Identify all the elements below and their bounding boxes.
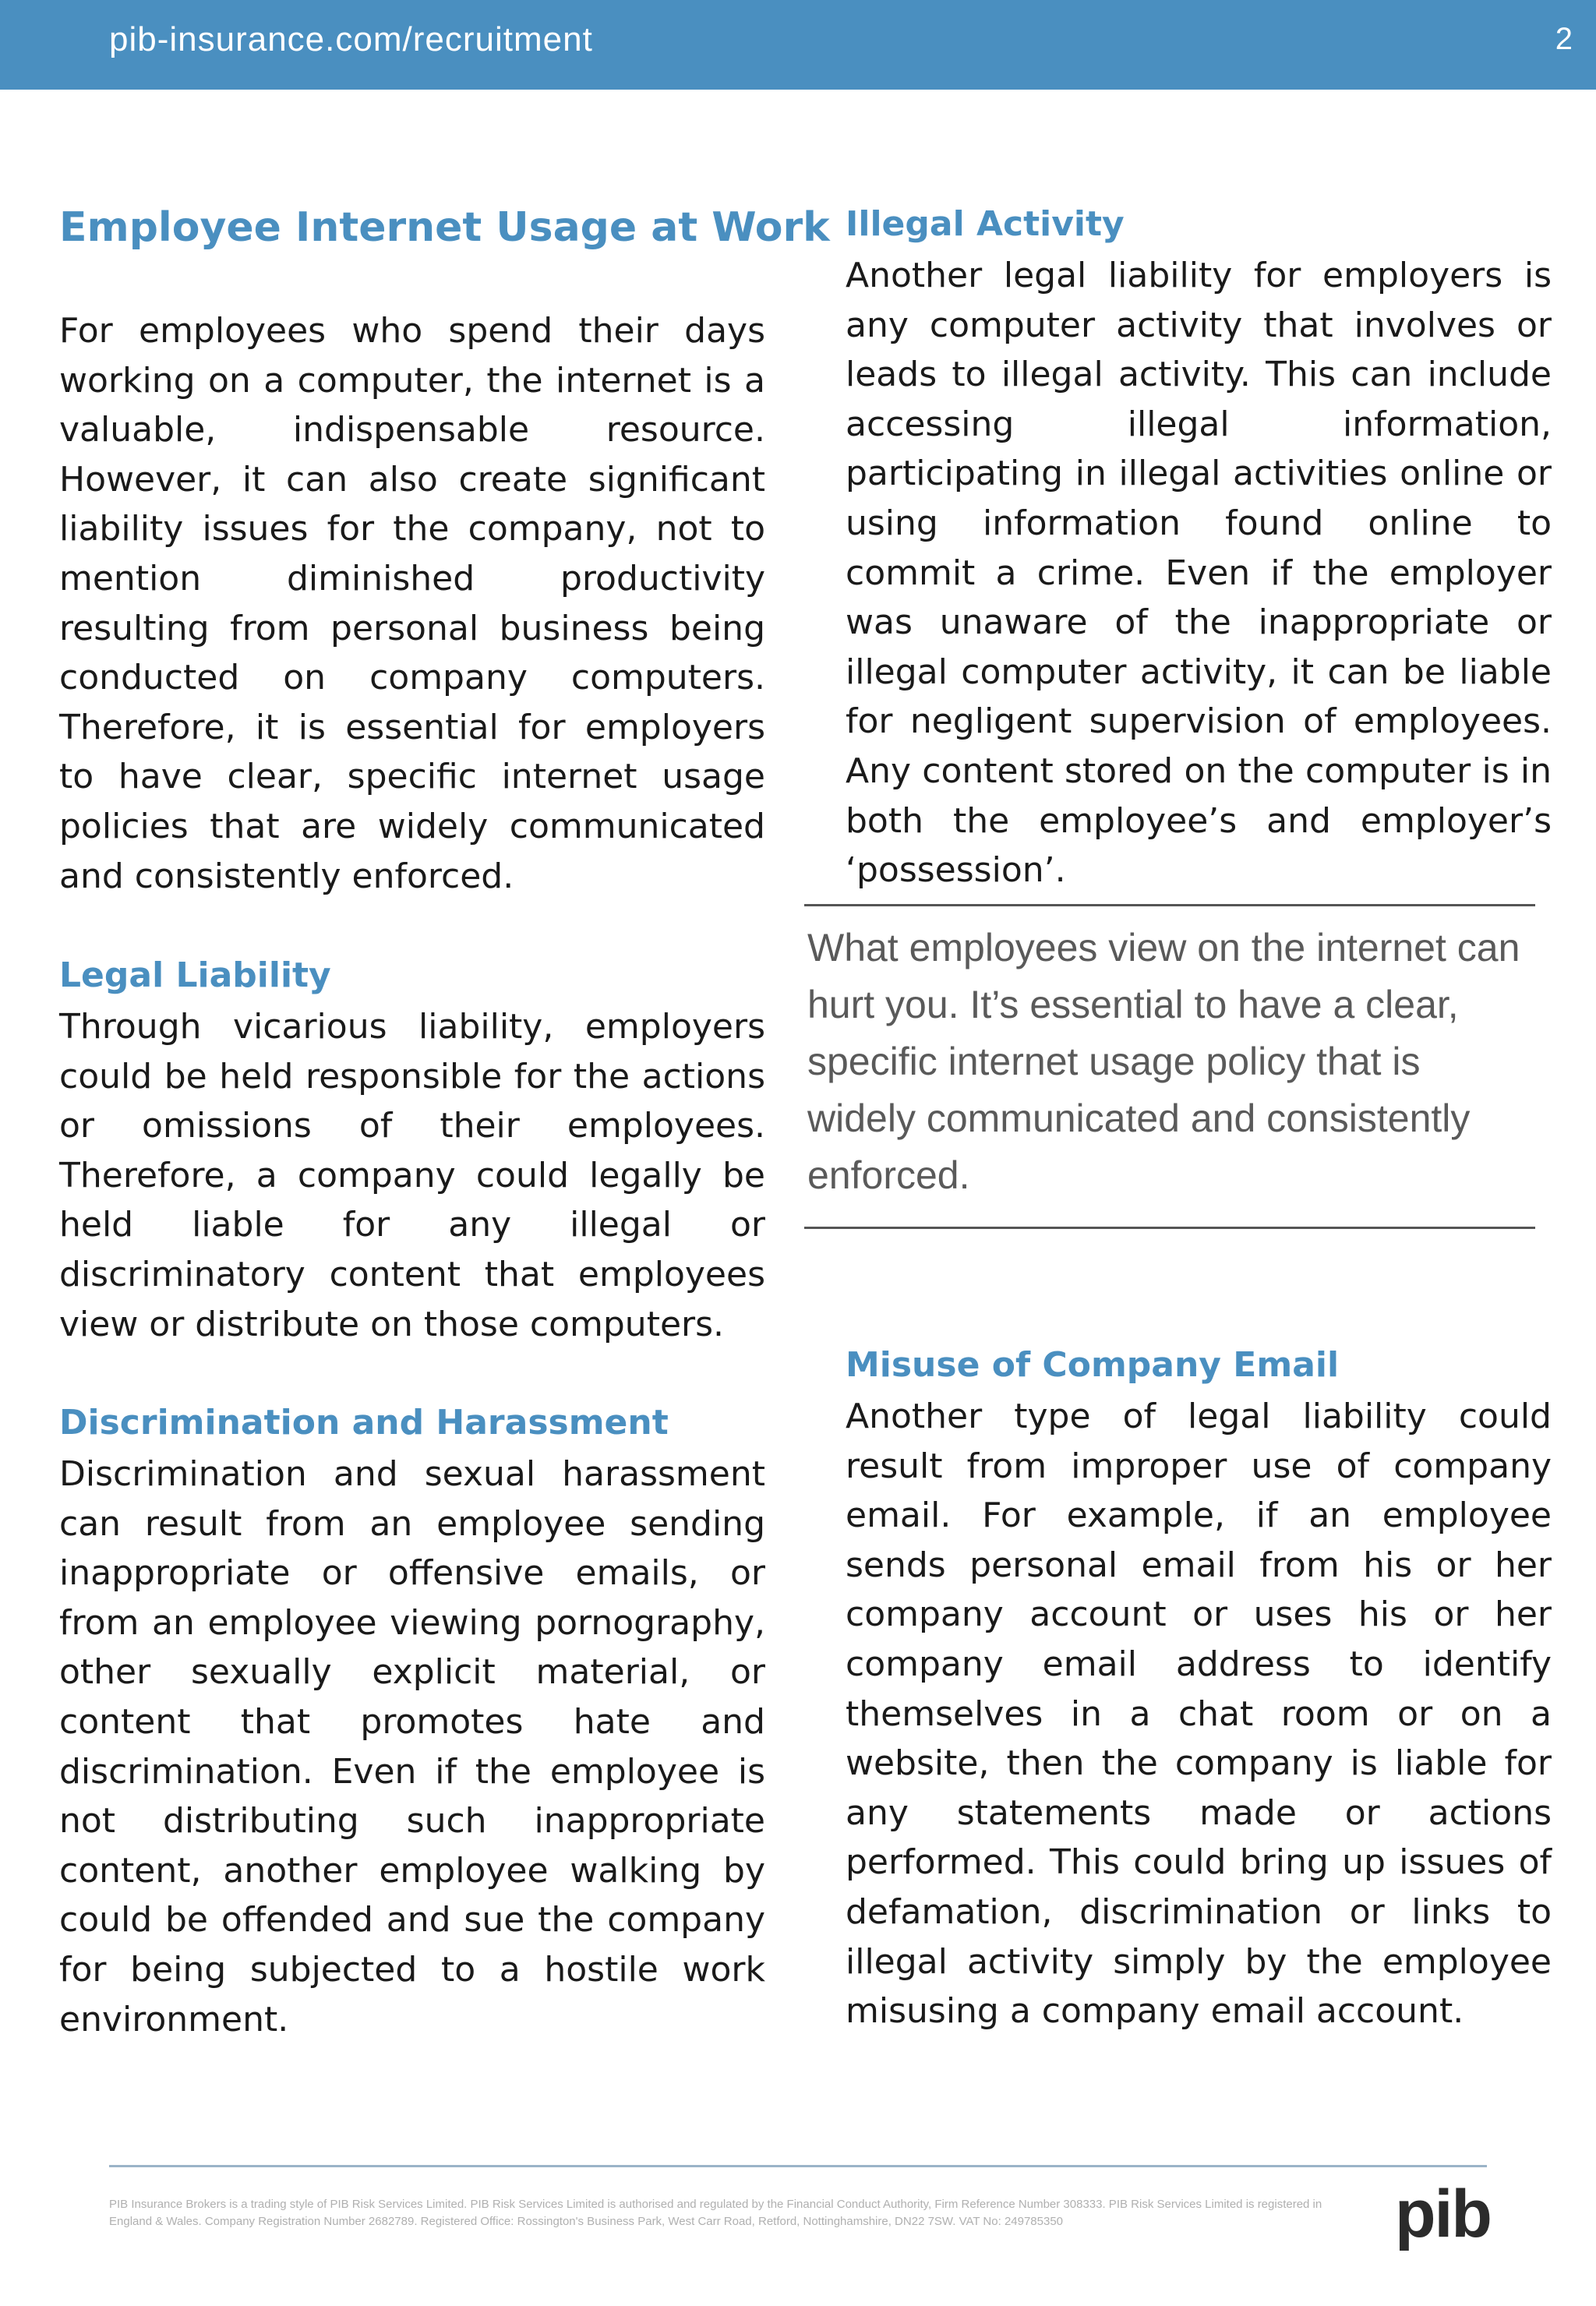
legal-liability-heading: Legal Liability: [59, 955, 331, 995]
email-misuse-heading: Misuse of Company Email: [846, 1345, 1340, 1385]
page-number: 2: [1555, 22, 1573, 56]
email-misuse-paragraph: Another type of legal liability could result from improper use of company email. For example, if an employee sends personal email from his or her company account or uses his or her company email address to identify themselves in a chat room or on a website, then the company is liable for any statements made or actions performed. This could bring up issues of defamation, discrimination or links to illegal activity simply by the employee misusing a company email account.: [846, 1397, 1552, 2032]
pib-logo: pib: [1395, 2177, 1491, 2251]
pullquote-bottom-divider: [804, 1227, 1535, 1229]
pullquote: What employees view on the internet can hurt you. It’s essential to have a clear, specific internet usage policy that is widely communicated and consistently enforced.: [807, 926, 1520, 1197]
footer-divider: [109, 2165, 1487, 2167]
discrimination-heading: Discrimination and Harassment: [59, 1403, 669, 1443]
header-url[interactable]: pib-insurance.com/recruitment: [109, 20, 593, 58]
discrimination-paragraph: Discrimination and sexual harassment can result from an employee sending inappropriate or offensive emails, or from an employee viewing pornography, other sexually explicit material, or content that promotes hate and discrimination. Even if the employee is not distributing such inappropriate content, another employee walking by could be offended and sue the company for being subjected to a hostile work environment.: [59, 1454, 765, 2039]
illegal-activity-paragraph: Another legal liability for employers is any computer activity that involves or leads to illegal activity. This can include accessing illegal information, participating in illegal activities online or using information found online to commit a crime. Even if the employer was unaware of the inappropriate or illegal computer activity, it can be liable for negligent supervision of employees. Any content stored on the computer is in both the employee’s and employer’s ‘possession’.: [846, 256, 1552, 891]
footer-legal-text: PIB Insurance Brokers is a trading style of PIB Risk Services Limited. PIB Risk Services Limited is authorised and regulated by the Financial Conduct Authority, Firm Reference Number 308333. PIB Risk Services Limited is registered in England & Wales. Company Registration Number 2682789. Registered Office: Rossington's Business Park, West Carr Road, Retford, Nottinghamshire, DN22 7SW. VAT No: 249785350: [109, 2198, 1322, 2228]
intro-paragraph: For employees who spend their days working on a computer, the internet is a valuable, indispensable resource. However, it can also create significant liability issues for the company, not to mention diminished productivity resulting from personal business being conducted on company computers. Therefore, it is essential for employers to have clear, specific internet usage policies that are widely communicated and consistently enforced.: [59, 311, 765, 896]
illegal-activity-heading: Illegal Activity: [846, 204, 1125, 244]
pullquote-top-divider: [804, 904, 1535, 906]
legal-liability-paragraph: Through vicarious liability, employers could be held responsible for the actions or omissions of their employees. Therefore, a company could legally be held liable for any illegal or discriminatory content that employees view or distribute on those computers.: [59, 1007, 765, 1344]
page-title: Employee Internet Usage at Work: [59, 204, 830, 251]
header-bar: [0, 0, 1596, 90]
